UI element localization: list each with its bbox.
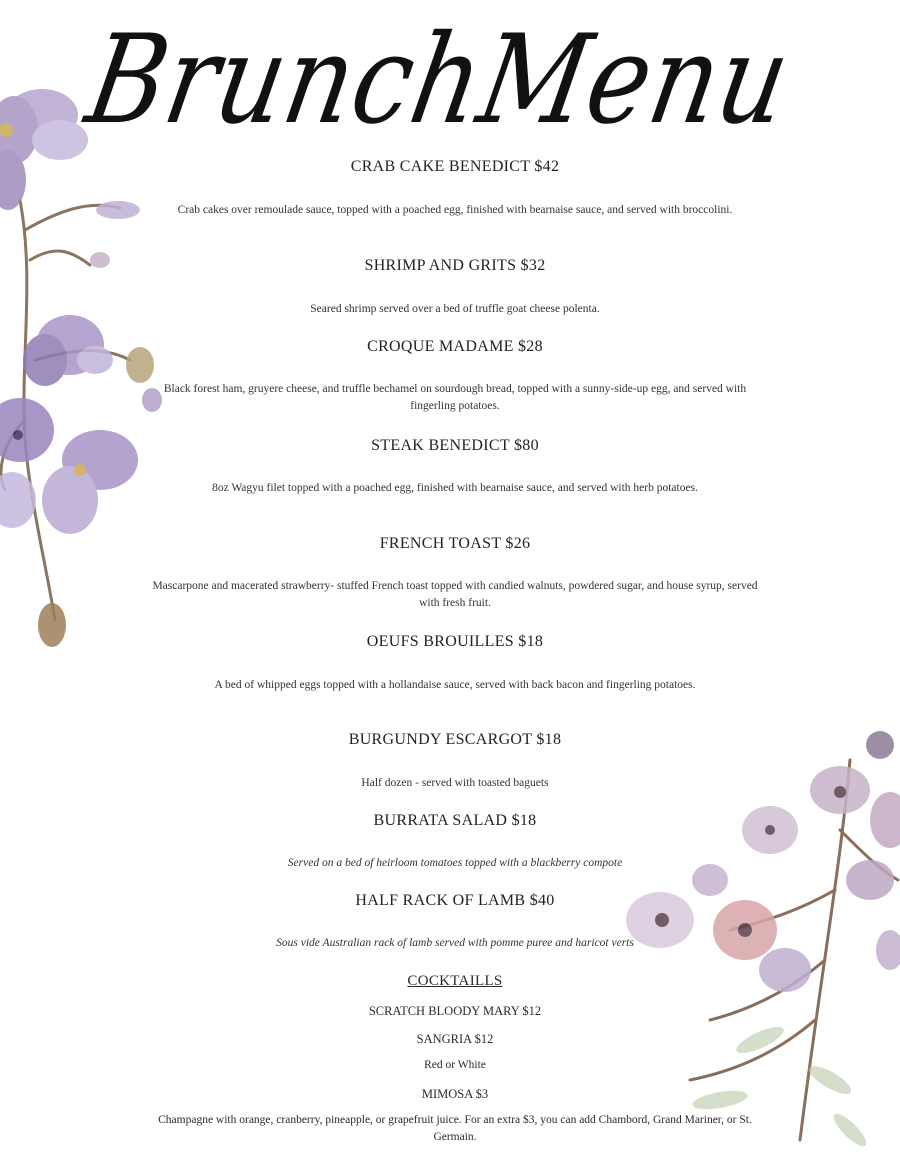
- menu-item-description: Sous vide Australian rack of lamb served with pomme puree and haricot verts: [276, 937, 634, 949]
- menu-item-title: SHRIMP AND GRITS $32: [364, 257, 546, 274]
- cocktail-desc: Champagne with orange, cranberry, pineapple, or grapefruit juice. For an extra $3, you can add Chambord, Grand Mariner, or St. Germain.: [158, 1114, 752, 1143]
- menu-item-description: Black forest ham, gruyere cheese, and truffle bechamel on sourdough bread, topped with a sunny-side-up egg, and served with fingerling potatoes.: [163, 383, 747, 412]
- menu-item-title: BURGUNDY ESCARGOT $18: [348, 731, 562, 748]
- menu-item-title: STEAK BENEDICT $80: [371, 437, 539, 454]
- menu-item-title: FRENCH TOAST $26: [379, 535, 531, 552]
- menu-title: BrunchMenu: [77, 7, 801, 152]
- cocktails-heading: COCKTAILLS: [407, 973, 503, 989]
- menu-item-description: 8oz Wagyu filet topped with a poached egg, finished with bearnaise sauce, and served with herb potatoes.: [212, 482, 698, 494]
- menu-item-title: CRAB CAKE BENEDICT $42: [350, 158, 560, 175]
- menu-item-description: A bed of whipped eggs topped with a hollandaise sauce, served with back bacon and fingerling potatoes.: [214, 679, 696, 691]
- cocktail-name: SCRATCH BLOODY MARY $12: [368, 1004, 542, 1018]
- cocktail-note: Red or White: [424, 1059, 486, 1071]
- menu-item-description: Served on a bed of heirloom tomatoes topped with a blackberry compote: [287, 857, 623, 869]
- menu-item-description: Seared shrimp served over a bed of truffle goat cheese polenta.: [310, 303, 600, 315]
- cocktail-name: SANGRIA $12: [416, 1032, 494, 1046]
- menu-item-description: Mascarpone and macerated strawberry- stuffed French toast topped with candied walnuts, powdered sugar, and house syrup, served with fresh fruit.: [152, 580, 758, 609]
- menu-item-description: Crab cakes over remoulade sauce, topped with a poached egg, finished with bearnaise sauce, and served with broccolini.: [177, 204, 733, 216]
- menu-item-description: Half dozen - served with toasted baguets: [361, 777, 549, 789]
- cocktail-name: MIMOSA $3: [421, 1087, 489, 1101]
- menu-item-title: OEUFS BROUILLES $18: [366, 633, 544, 650]
- menu-item-title: BURRATA SALAD $18: [373, 812, 537, 829]
- menu-item-title: CROQUE MADAME $28: [367, 338, 543, 355]
- menu-item-title: HALF RACK OF LAMB $40: [355, 892, 555, 909]
